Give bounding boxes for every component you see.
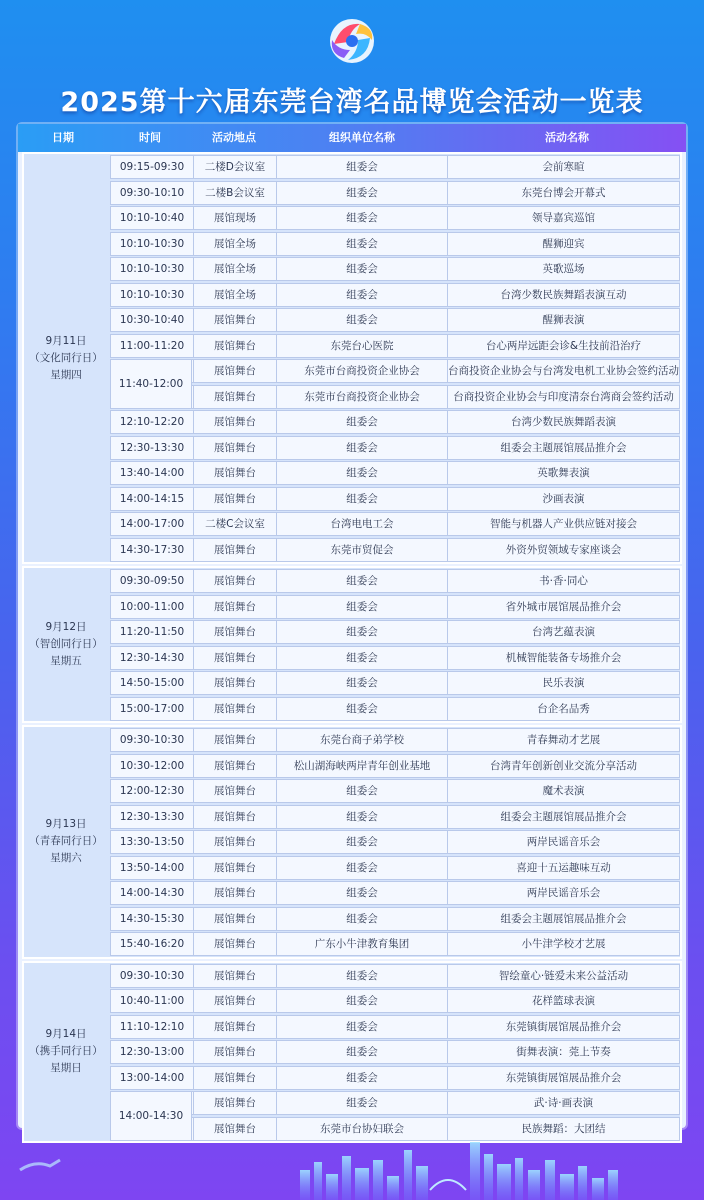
table-row	[110, 461, 680, 485]
cell-time: 10:40-11:00	[111, 990, 194, 1012]
cell-event: 会前寒暄	[542, 161, 585, 173]
cell-venue: 展馆舞台	[194, 1041, 277, 1063]
table-row	[110, 487, 680, 511]
cell-event: 英歌舞表演	[537, 467, 590, 479]
cell-org: 东莞台心医院	[277, 335, 448, 357]
cell-event: 外资外贸领域专家座谈会	[505, 543, 622, 556]
cell-time: 12:30-13:30	[111, 437, 194, 459]
cell-venue: 展馆舞台	[194, 411, 277, 433]
cell-org: 组委会	[277, 806, 448, 828]
table-row	[110, 334, 680, 358]
table-row	[110, 595, 680, 619]
header-time: 时间	[139, 131, 161, 144]
cell-venue: 展馆舞台	[194, 360, 277, 382]
cell-time: 12:30-14:30	[111, 647, 194, 669]
cell-event: 青春舞动才艺展	[526, 734, 601, 746]
cell-venue: 展馆舞台	[194, 729, 277, 751]
cell-venue: 展馆舞台	[194, 1016, 277, 1038]
table-row	[110, 830, 680, 854]
table-row	[110, 1066, 680, 1090]
table-row	[110, 728, 680, 752]
cell-venue: 展馆全场	[194, 258, 277, 280]
cell-event: 醒狮表演	[542, 314, 585, 326]
table-row	[110, 512, 680, 536]
cell-venue: 展馆舞台	[194, 882, 277, 904]
cell-event: 小牛津学校才艺展	[521, 938, 606, 950]
cell-time: 13:40-14:00	[111, 462, 194, 484]
table-row	[110, 155, 680, 179]
cell-org: 组委会	[277, 1016, 448, 1038]
table-row	[110, 805, 680, 829]
table-row	[110, 569, 680, 593]
cell-venue: 二楼D会议室	[194, 156, 277, 178]
table-row	[110, 671, 680, 695]
table-row	[110, 907, 680, 931]
cell-event: 台商投资企业协会与台湾发电机工业协会签约活动	[448, 365, 679, 377]
header-event: 活动名称	[545, 131, 589, 144]
date-cell	[24, 727, 108, 957]
cell-event: 省外城市展馆展品推介会	[505, 600, 622, 613]
table-row	[110, 881, 680, 905]
cell-event: 民族舞蹈：大团结	[521, 1122, 606, 1135]
cell-org: 组委会	[277, 437, 448, 459]
cell-venue: 展馆舞台	[194, 755, 277, 777]
cell-time: 09:15-09:30	[111, 156, 194, 178]
table-row	[110, 410, 680, 434]
table-row	[110, 232, 680, 256]
cell-venue: 展馆舞台	[194, 672, 277, 694]
cell-venue: 展馆舞台	[194, 647, 277, 669]
cell-org: 组委会	[277, 233, 448, 255]
cell-event: 沙画表演	[542, 492, 585, 505]
table-row	[110, 620, 680, 644]
cell-time: 09:30-10:30	[111, 729, 194, 751]
page-title: 2025第十六届东莞台湾名品博览会活动一览表	[60, 87, 644, 118]
cell-org: 组委会	[277, 672, 448, 694]
date-group: （青春同行日）	[29, 835, 103, 848]
cell-time: 11:10-12:10	[111, 1016, 194, 1038]
cell-time: 10:10-10:30	[111, 284, 194, 306]
cell-time-merged: 14:00-14:30	[110, 1091, 192, 1141]
cell-org: 组委会	[277, 882, 448, 904]
cell-venue: 展馆舞台	[194, 335, 277, 357]
cell-org: 东莞台商子弟学校	[277, 729, 448, 751]
date-date: 9月14日	[45, 1028, 87, 1041]
cell-venue: 展馆全场	[194, 233, 277, 255]
cell-venue: 展馆全场	[194, 284, 277, 306]
table-row	[110, 1015, 680, 1039]
cell-event: 领导嘉宾巡馆	[532, 212, 595, 224]
cell-org: 组委会	[277, 596, 448, 618]
table-row	[110, 697, 680, 721]
date-cell	[24, 963, 108, 1142]
cell-org: 组委会	[277, 411, 448, 433]
cell-time: 09:30-10:30	[111, 965, 194, 987]
cell-org: 东莞市台商投资企业协会	[277, 360, 448, 382]
header-date: 日期	[52, 131, 74, 144]
cell-time: 15:00-17:00	[111, 698, 194, 720]
table-row	[110, 989, 680, 1013]
cell-time: 12:30-13:30	[111, 806, 194, 828]
cell-event: 台湾青年创新创业交流分享活动	[490, 759, 637, 772]
table-row	[110, 385, 680, 409]
cell-venue: 展馆舞台	[194, 309, 277, 331]
cell-time: 12:10-12:20	[111, 411, 194, 433]
table-row	[110, 206, 680, 230]
cell-venue: 展馆舞台	[194, 698, 277, 720]
cell-event: 街舞表演：莞上节奏	[516, 1046, 611, 1058]
table-row	[110, 181, 680, 205]
cell-venue: 展馆舞台	[194, 621, 277, 643]
cell-time: 14:00-14:15	[111, 488, 194, 510]
cell-venue: 展馆舞台	[194, 437, 277, 459]
header-venue: 活动地点	[212, 131, 256, 144]
cell-time: 14:00-17:00	[111, 513, 194, 535]
cell-time: 11:00-11:20	[111, 335, 194, 357]
cell-time: 15:40-16:20	[111, 933, 194, 955]
cell-event: 武·诗·画表演	[533, 1097, 594, 1109]
header-org: 组织单位名称	[329, 131, 395, 144]
cell-org: 组委会	[277, 990, 448, 1012]
cell-time: 14:00-14:30	[111, 882, 194, 904]
cell-org: 组委会	[277, 698, 448, 720]
cell-venue: 展馆舞台	[194, 1092, 277, 1114]
cell-venue: 二楼B会议室	[194, 182, 277, 204]
cell-org: 东莞市贸促会	[277, 539, 448, 561]
table-row	[110, 257, 680, 281]
cell-venue: 展馆舞台	[194, 462, 277, 484]
cell-event: 组委会主题展馆展品推介会	[500, 810, 627, 823]
cell-org: 组委会	[277, 182, 448, 204]
cell-venue: 展馆舞台	[194, 539, 277, 561]
cell-venue: 展馆舞台	[194, 570, 277, 592]
cell-time: 10:00-11:00	[111, 596, 194, 618]
cell-org: 组委会	[277, 1067, 448, 1089]
cell-event: 组委会主题展馆展品推介会	[500, 912, 627, 925]
cell-org: 松山湖海峡两岸青年创业基地	[277, 755, 448, 777]
cell-venue: 展馆舞台	[194, 780, 277, 802]
cell-event: 东莞镇街展馆展品推介会	[505, 1071, 622, 1084]
date-date: 9月13日	[45, 818, 87, 831]
cell-event: 醒狮迎宾	[542, 237, 585, 250]
cell-org: 组委会	[277, 284, 448, 306]
day-block	[22, 566, 682, 723]
cell-event: 台湾少数民族舞蹈表演互动	[500, 288, 627, 301]
cell-venue: 展馆舞台	[194, 857, 277, 879]
cell-org: 组委会	[277, 570, 448, 592]
cell-event: 东莞台博会开幕式	[521, 186, 606, 199]
cell-time: 10:30-12:00	[111, 755, 194, 777]
cell-event: 书·香·同心	[539, 575, 588, 587]
table-row	[110, 932, 680, 956]
date-cell	[24, 568, 108, 721]
cell-org: 组委会	[277, 965, 448, 987]
cell-venue: 展馆舞台	[194, 965, 277, 987]
cell-time: 12:30-13:00	[111, 1041, 194, 1063]
cell-event: 组委会主题展馆展品推介会	[500, 441, 627, 454]
cell-time: 11:20-11:50	[111, 621, 194, 643]
cell-org: 组委会	[277, 908, 448, 930]
table-row	[110, 1040, 680, 1064]
cell-org: 组委会	[277, 831, 448, 853]
cell-event: 两岸民谣音乐会	[526, 836, 601, 848]
cell-event: 东莞镇街展馆展品推介会	[505, 1020, 622, 1033]
cell-org: 东莞市台商投资企业协会	[277, 386, 448, 408]
cell-org: 组委会	[277, 309, 448, 331]
cell-org: 组委会	[277, 462, 448, 484]
cell-event: 台企名品秀	[537, 702, 590, 715]
cell-time: 14:50-15:00	[111, 672, 194, 694]
cell-venue: 展馆舞台	[194, 596, 277, 618]
cell-org: 东莞市台协妇联会	[277, 1118, 448, 1140]
cell-venue: 展馆现场	[194, 207, 277, 229]
expo-logo	[324, 14, 380, 66]
cell-venue: 展馆舞台	[194, 806, 277, 828]
cell-org: 组委会	[277, 621, 448, 643]
cell-org: 组委会	[277, 1041, 448, 1063]
date-weekday: 星期六	[50, 852, 82, 865]
date-group: （文化同行日）	[29, 351, 103, 364]
schedule-table	[18, 124, 686, 1135]
day-block	[22, 725, 682, 959]
cell-time: 13:30-13:50	[111, 831, 194, 853]
cell-event: 智能与机器人产业供应链对接会	[490, 518, 637, 530]
cell-event: 台商投资企业协会与印度清奈台湾商会签约活动	[453, 390, 674, 403]
cell-venue: 展馆舞台	[194, 1067, 277, 1089]
cell-event: 台湾艺蕴表演	[532, 626, 595, 638]
cell-org: 广东小牛津教育集团	[277, 933, 448, 955]
cell-event: 英歌巡场	[542, 263, 585, 275]
table-row	[110, 283, 680, 307]
date-group: （智创同行日）	[29, 638, 103, 650]
table-row	[110, 1091, 680, 1115]
cell-org: 组委会	[277, 857, 448, 879]
table-row	[110, 779, 680, 803]
date-cell	[24, 154, 108, 562]
table-row	[110, 436, 680, 460]
cell-org: 台湾电电工会	[277, 513, 448, 535]
date-group: （携手同行日）	[29, 1045, 103, 1058]
day-block	[22, 152, 682, 564]
date-weekday: 星期日	[50, 1062, 82, 1075]
cell-time: 09:30-09:50	[111, 570, 194, 592]
cell-org: 组委会	[277, 156, 448, 178]
cell-event: 两岸民谣音乐会	[526, 887, 601, 899]
date-date: 9月11日	[45, 334, 87, 347]
cell-event: 台心两岸远距会诊&生技前沿治疗	[485, 339, 642, 352]
cell-event: 喜迎十五运趣味互动	[516, 861, 611, 874]
cell-venue: 展馆舞台	[194, 990, 277, 1012]
cell-time: 14:30-15:30	[111, 908, 194, 930]
cell-org: 组委会	[277, 258, 448, 280]
cell-org: 组委会	[277, 207, 448, 229]
cell-time: 10:10-10:40	[111, 207, 194, 229]
cell-venue: 展馆舞台	[194, 488, 277, 510]
cell-org: 组委会	[277, 488, 448, 510]
table-row	[110, 964, 680, 988]
cell-event: 民乐表演	[542, 677, 585, 689]
cell-time-merged: 11:40-12:00	[110, 359, 192, 409]
cell-time: 09:30-10:10	[111, 182, 194, 204]
cell-event: 机械智能装备专场推介会	[505, 651, 622, 664]
cell-venue: 展馆舞台	[194, 908, 277, 930]
cell-venue: 展馆舞台	[194, 933, 277, 955]
date-date: 9月12日	[45, 621, 87, 633]
cell-time: 12:00-12:30	[111, 780, 194, 802]
cell-venue: 展馆舞台	[194, 386, 277, 408]
table-row	[110, 754, 680, 778]
date-weekday: 星期五	[50, 655, 82, 667]
cell-time: 10:10-10:30	[111, 258, 194, 280]
cell-org: 组委会	[277, 780, 448, 802]
cell-org: 组委会	[277, 1092, 448, 1114]
table-header	[18, 124, 686, 152]
cell-time: 10:30-10:40	[111, 309, 194, 331]
table-row	[110, 359, 680, 383]
cell-event: 花样篮球表演	[532, 995, 595, 1007]
cell-event: 魔术表演	[542, 785, 585, 797]
cell-event: 台湾少数民族舞蹈表演	[511, 416, 616, 428]
day-block	[22, 961, 682, 1144]
cell-time: 14:30-17:30	[111, 539, 194, 561]
cell-time: 10:10-10:30	[111, 233, 194, 255]
cell-event: 智绘童心·链爱未来公益活动	[498, 969, 629, 982]
cell-venue: 展馆舞台	[194, 831, 277, 853]
date-weekday: 星期四	[50, 368, 82, 381]
city-skyline-decoration	[0, 1130, 704, 1200]
table-row	[110, 856, 680, 880]
cell-venue: 二楼C会议室	[194, 513, 277, 535]
cell-venue: 展馆舞台	[194, 1118, 277, 1140]
table-row	[110, 646, 680, 670]
cell-time: 13:50-14:00	[111, 857, 194, 879]
cell-org: 组委会	[277, 647, 448, 669]
table-row	[110, 538, 680, 562]
table-row	[110, 308, 680, 332]
cell-time: 13:00-14:00	[111, 1067, 194, 1089]
